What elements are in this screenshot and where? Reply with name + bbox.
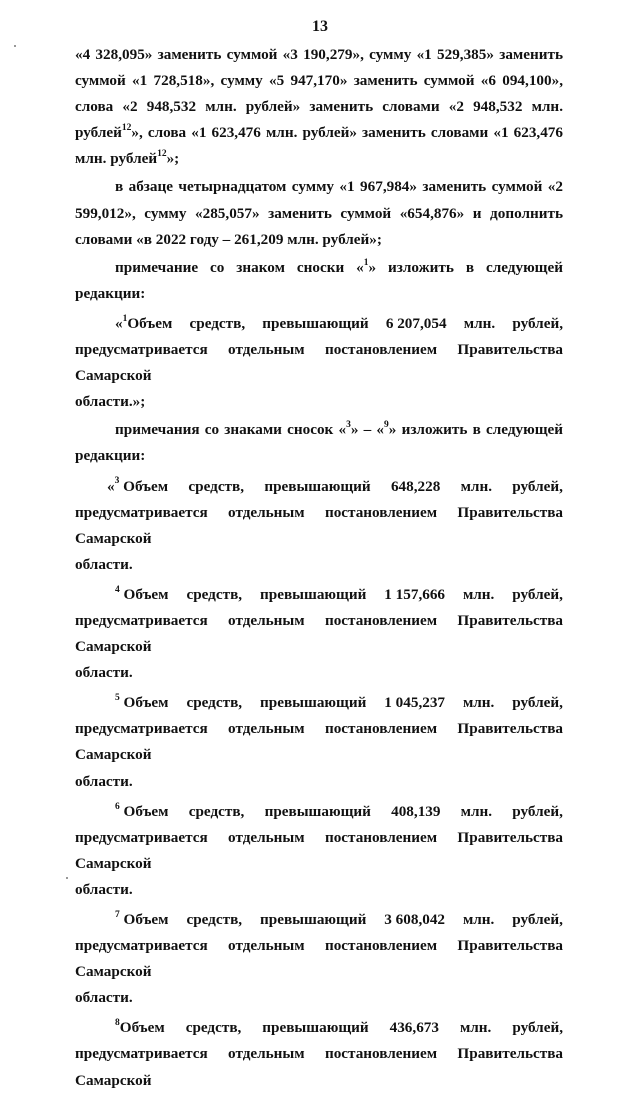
footnote-mark: 12 (121, 123, 132, 134)
footnote-heading: «$^1$Объем средств, превышающий 6 207,054 млн. рублей, (75, 311, 563, 337)
footnote-mark: 5 (115, 693, 120, 704)
amount-value: 1 045,237 (384, 694, 446, 712)
footnote-mark: 7 (115, 909, 120, 920)
amendment-text: примечание со знаком сноски « (115, 258, 364, 276)
footnote-mark: 4 (115, 584, 120, 595)
footnote-heading: «$^3$ Объем средств, превышающий 648,228 млн. рублей, (75, 474, 563, 500)
amendment-paragraph-4: примечания со знаками сносок «$^3$» – «$^9$» изложить в следующей редакции: (75, 420, 564, 465)
amendment-paragraph-3 (75, 255, 563, 307)
footnote-ending: области.»; (75, 393, 146, 411)
amount-value: 6 207,054 (385, 314, 447, 332)
footnote-continuation: предусматривается отдельным постановлением Правительства Самарской (75, 611, 563, 656)
footnote-mark: 3 (114, 476, 120, 487)
footnote-note-5 (75, 690, 563, 794)
footnote-continuation: предусматривается отдельным постановлением Правительства Самарской (75, 503, 563, 547)
amendment-paragraph-1 (75, 42, 563, 172)
footnote-continuation: предусматривается отдельным постановлением Правительства Самарской (75, 1045, 563, 1089)
footnote-mark: 12 (157, 149, 167, 160)
amount-value: 1 157,666 (384, 585, 446, 603)
amount-value: 648,228 (390, 477, 441, 495)
footnote-mark: 3 (346, 420, 351, 431)
footnote-note-3 (75, 474, 563, 578)
footnote-heading: $^4$ Объем средств, превышающий 1 157,666 млн. рублей, (75, 582, 563, 608)
footnote-note-6 (75, 799, 563, 903)
footnote-heading: $^8$Объем средств, превышающий 436,673 млн. рублей, (75, 1015, 563, 1041)
footnote-continuation: предусматривается отдельным постановлением Правительства Самарской (75, 828, 563, 872)
footnote-ending: области. (75, 989, 133, 1007)
amendment-text: » изложить в следующей редакции: (75, 258, 563, 302)
scan-speck (66, 877, 68, 879)
amendment-text: «4 328,095» заменить суммой «3 190,279», сумму «1 529,385» заменить суммой «1 728,518», сумму «5 947,170» заменить суммой «6 094,100», слова «2 948,532 млн. рублей» заменить словами «2 948,532 млн. рублей (75, 46, 563, 142)
footnote-ending: области. (75, 664, 133, 682)
page-number: 13 (312, 18, 328, 35)
scan-speck (14, 45, 16, 47)
footnote-note-4 (75, 582, 563, 686)
amendment-text: »; (166, 150, 180, 168)
amendment-text: », слова «1 623,476 млн. рублей» заменить словами «1 623,476 млн. рублей (75, 124, 563, 168)
footnote-note-8 (75, 1015, 563, 1093)
footnote-continuation: предусматривается отдельным постановлением Правительства Самарской (75, 937, 563, 981)
footnote-ending: области. (75, 555, 133, 573)
footnote-heading: $^5$ Объем средств, превышающий 1 045,237 млн. рублей, (75, 690, 563, 716)
footnote-heading: $^6$ Объем средств, превышающий 408,139 млн. рублей, (75, 799, 563, 825)
footnote-note-7 (75, 907, 563, 1011)
footnote-mark: 1 (122, 313, 128, 324)
footnote-mark: 1 (363, 257, 369, 268)
footnote-mark: 8 (115, 1018, 120, 1029)
amount-value: 408,139 (391, 802, 441, 820)
footnote-heading: $^7$ Объем средств, превышающий 3 608,042 млн. рублей, (75, 907, 563, 933)
footnote-continuation: предусматривается отдельным постановлением Правительства Самарской (75, 720, 563, 764)
footnote-ending: области. (75, 772, 133, 790)
footnote-note-1 (75, 311, 563, 415)
amount-value: 3 608,042 (384, 911, 446, 928)
page-body (75, 42, 563, 1094)
footnote-mark: 9 (384, 420, 389, 431)
footnote-continuation: предусматривается отдельным постановлением Правительства Самарской (75, 341, 563, 385)
amount-value: 436,673 (389, 1019, 439, 1037)
amendment-paragraph-2: в абзаце четырнадцатом сумму «1 967,984» заменить суммой «2 599,012», сумму «285,057» заменить суммой «654,876» и дополнить словами «в 2022 году – 261,209 млн. рублей»; (75, 178, 563, 248)
footnote-ending: области. (75, 880, 133, 898)
footnote-mark: 6 (115, 801, 120, 812)
